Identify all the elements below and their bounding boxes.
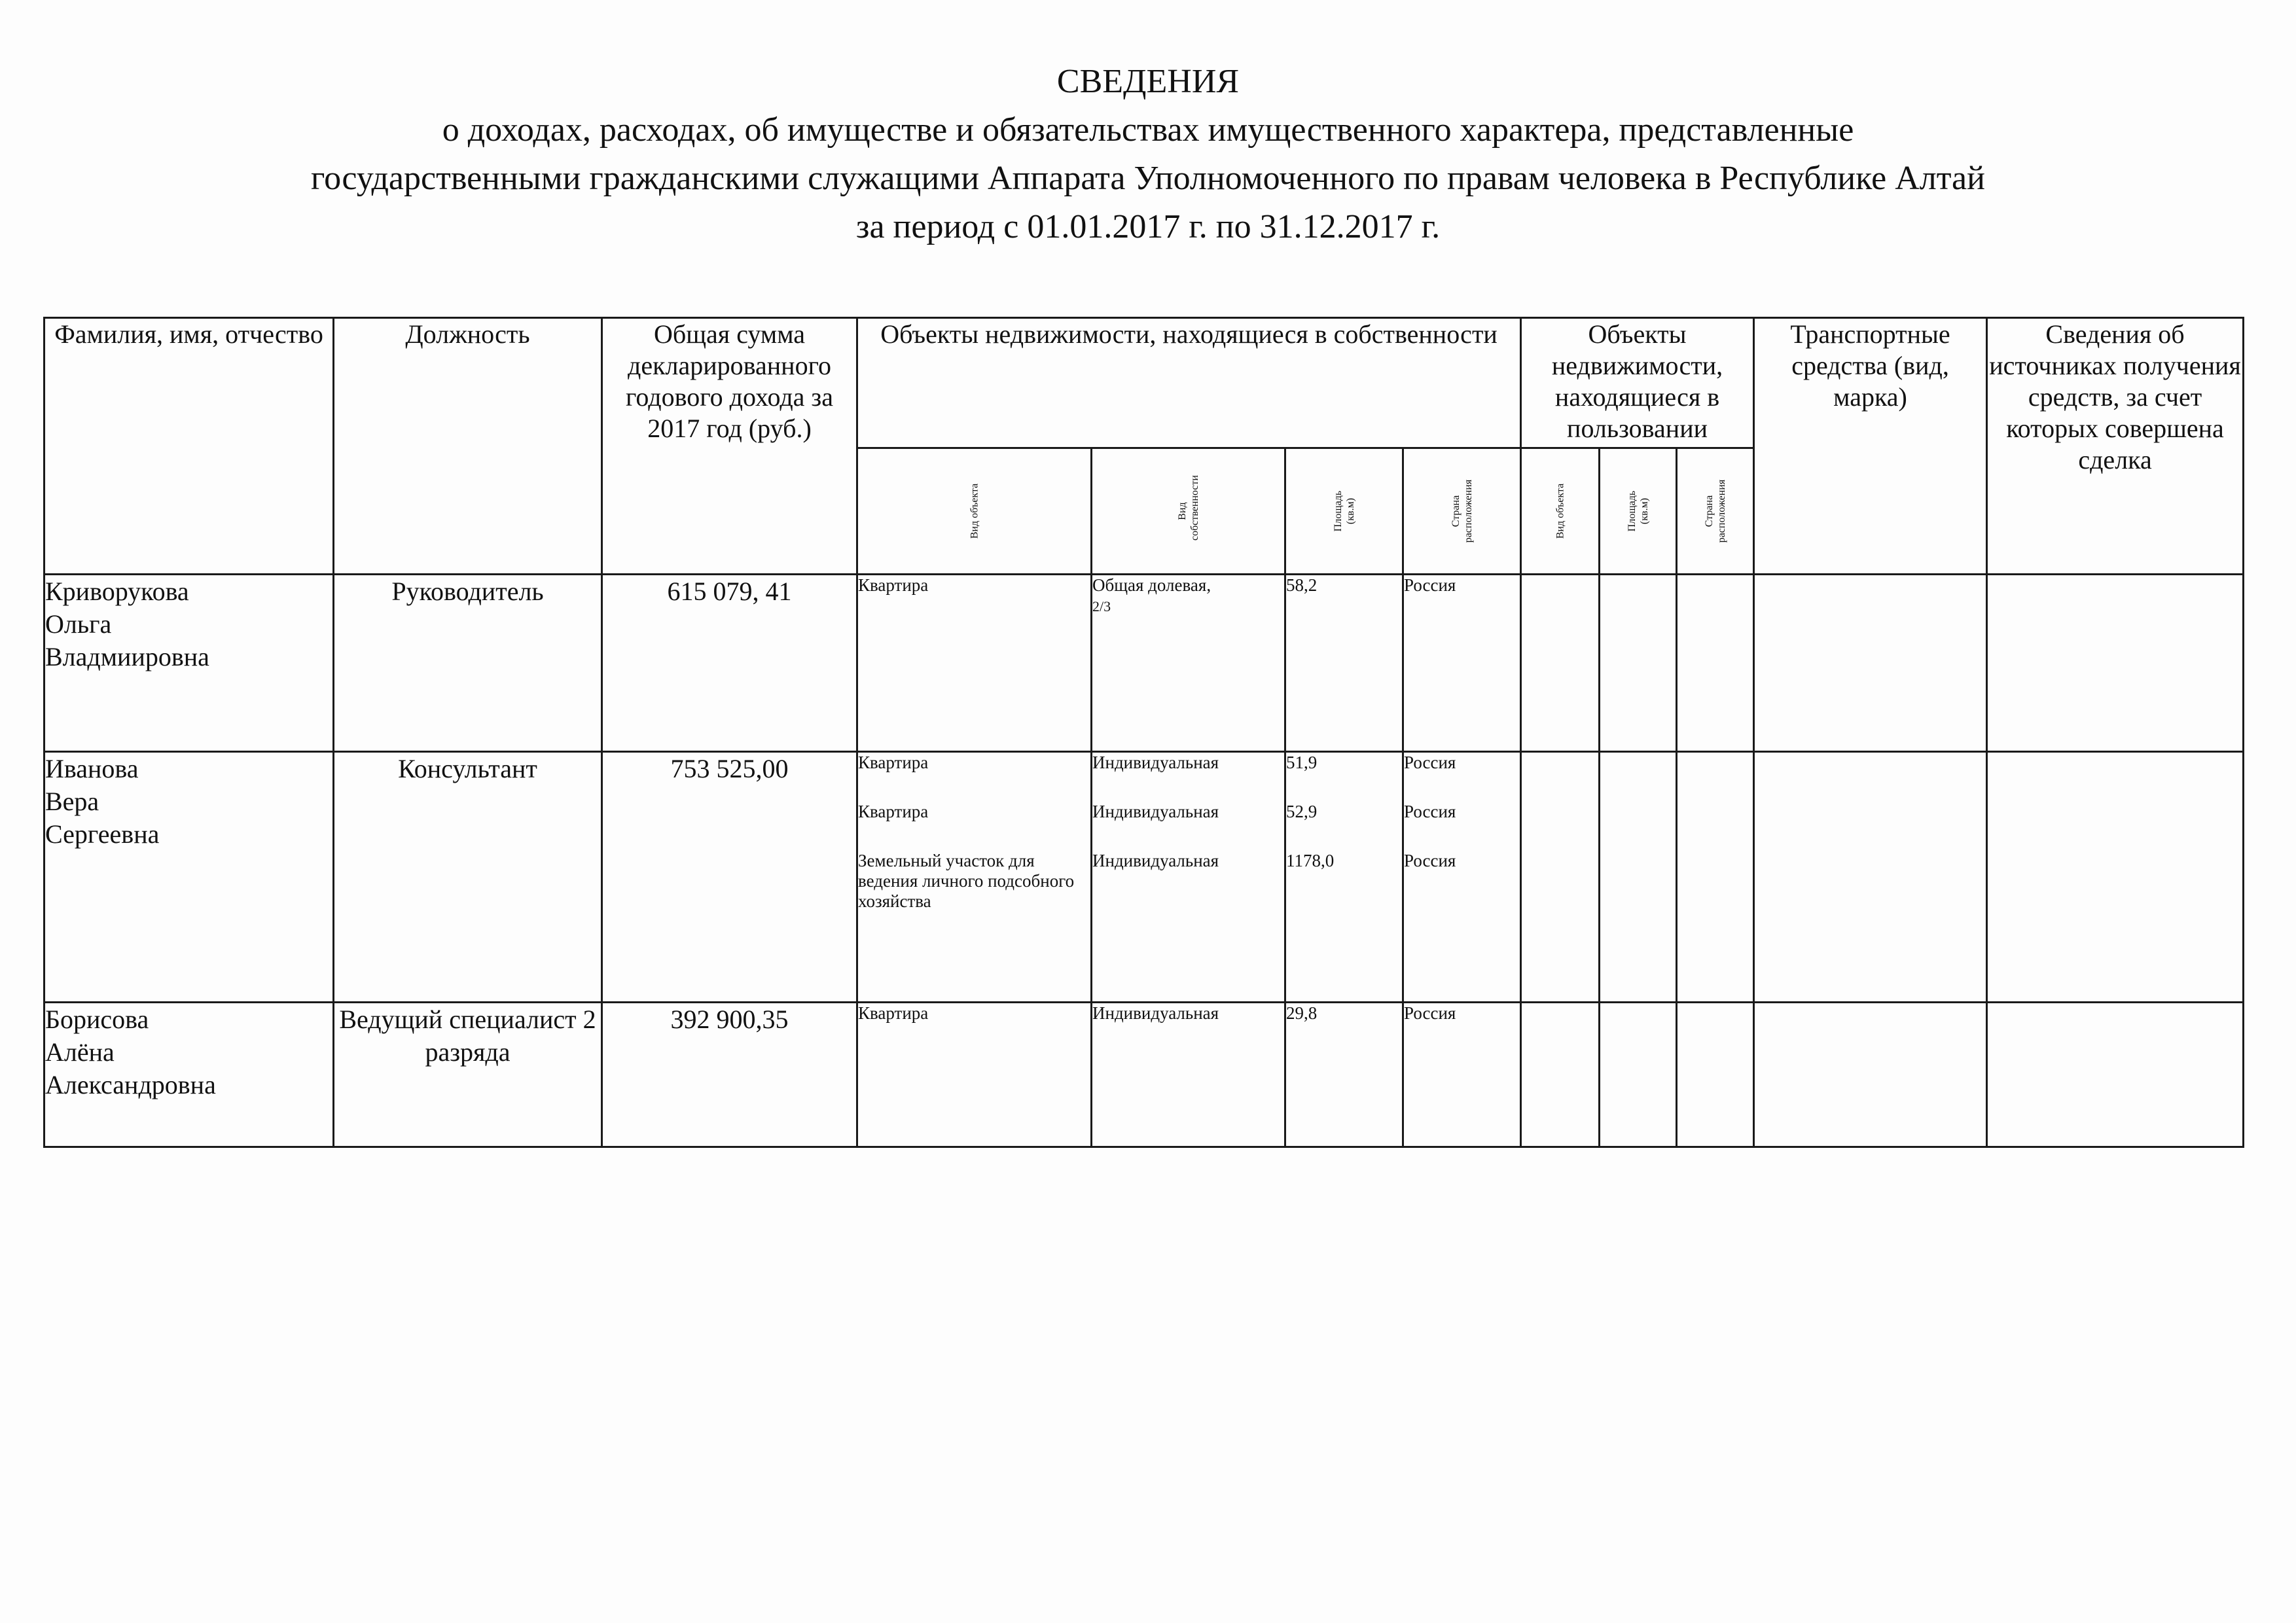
cell-owned-area: 51,9 52,9 1178,0 bbox=[1285, 752, 1403, 1003]
cell-owned-object-type: Квартира bbox=[857, 1003, 1092, 1147]
header-used-realty: Объекты недвижимости, находящиеся в пользовании bbox=[1521, 318, 1754, 448]
subheader-used-area: Площадь (кв.м) bbox=[1600, 448, 1677, 575]
cell-used-country bbox=[1677, 575, 1754, 752]
header-sources: Сведения об источниках получения средств, за счет которых совершена сделка bbox=[1987, 318, 2244, 575]
share-fraction: 2/3 bbox=[1092, 598, 1111, 615]
subheader-owned-country: Страна расположения bbox=[1403, 448, 1521, 575]
cell-owned-area: 29,8 bbox=[1285, 1003, 1403, 1147]
document-subtitle-line-2: государственными гражданскими служащими Аппарата Уполномоченного по правам человека в Республике Алтай bbox=[311, 160, 1985, 197]
cell-fio: Криворукова Ольга Владмиировна bbox=[45, 575, 334, 752]
cell-owned-ownership-type: Общая долевая, 2/3 bbox=[1092, 575, 1285, 752]
subheader-owned-area: Площадь (кв.м) bbox=[1285, 448, 1403, 575]
cell-transport bbox=[1754, 1003, 1987, 1147]
document-period: за период с 01.01.2017 г. по 31.12.2017 г. bbox=[855, 208, 1441, 245]
cell-owned-country: Россия bbox=[1403, 1003, 1521, 1147]
subheader-owned-object-type: Вид объекта bbox=[857, 448, 1092, 575]
cell-income: 753 525,00 bbox=[602, 752, 857, 1003]
cell-position: Консультант bbox=[334, 752, 602, 1003]
header-position: Должность bbox=[334, 318, 602, 575]
cell-income: 392 900,35 bbox=[602, 1003, 857, 1147]
cell-sources bbox=[1987, 1003, 2244, 1147]
cell-position: Руководитель bbox=[334, 575, 602, 752]
cell-fio: Борисова Алёна Александровна bbox=[45, 1003, 334, 1147]
document-subtitle-line-1: о доходах, расходах, об имуществе и обязательствах имущественного характера, представленные bbox=[442, 111, 1854, 149]
cell-used-object-type bbox=[1521, 752, 1600, 1003]
cell-transport bbox=[1754, 752, 1987, 1003]
cell-owned-object-type: Квартира bbox=[857, 575, 1092, 752]
cell-owned-object-type: Квартира Квартира Земельный участок для ведения личного подсобного хозяйства bbox=[857, 752, 1092, 1003]
subheader-used-object-type: Вид объекта bbox=[1521, 448, 1600, 575]
cell-owned-ownership-type: Индивидуальная Индивидуальная Индивидуальная bbox=[1092, 752, 1285, 1003]
document-header bbox=[0, 58, 2296, 251]
document-title: СВЕДЕНИЯ bbox=[1056, 63, 1240, 100]
cell-used-object-type bbox=[1521, 575, 1600, 752]
cell-sources bbox=[1987, 575, 2244, 752]
declaration-table bbox=[43, 317, 2244, 1148]
cell-used-area bbox=[1600, 1003, 1677, 1147]
cell-used-area bbox=[1600, 575, 1677, 752]
cell-income: 615 079, 41 bbox=[602, 575, 857, 752]
cell-owned-country: Россия bbox=[1403, 575, 1521, 752]
cell-owned-area: 58,2 bbox=[1285, 575, 1403, 752]
cell-used-area bbox=[1600, 752, 1677, 1003]
cell-sources bbox=[1987, 752, 2244, 1003]
header-owned-realty: Объекты недвижимости, находящиеся в собственности bbox=[857, 318, 1521, 448]
cell-transport bbox=[1754, 575, 1987, 752]
cell-owned-country: Россия Россия Россия bbox=[1403, 752, 1521, 1003]
cell-owned-ownership-type: Индивидуальная bbox=[1092, 1003, 1285, 1147]
cell-fio: Иванова Вера Сергеевна bbox=[45, 752, 334, 1003]
cell-used-object-type bbox=[1521, 1003, 1600, 1147]
cell-position: Ведущий специалист 2 разряда bbox=[334, 1003, 602, 1147]
subheader-used-country: Страна расположения bbox=[1677, 448, 1754, 575]
header-transport: Транспортные средства (вид, марка) bbox=[1754, 318, 1987, 575]
cell-used-country bbox=[1677, 752, 1754, 1003]
header-income: Общая сумма декларированного годового дохода за 2017 год (руб.) bbox=[602, 318, 857, 575]
table-row bbox=[45, 752, 2244, 1003]
header-fio: Фамилия, имя, отчество bbox=[45, 318, 334, 575]
cell-used-country bbox=[1677, 1003, 1754, 1147]
subheader-owned-ownership-type: Вид собственности bbox=[1092, 448, 1285, 575]
table-row bbox=[45, 1003, 2244, 1147]
table-row bbox=[45, 575, 2244, 752]
